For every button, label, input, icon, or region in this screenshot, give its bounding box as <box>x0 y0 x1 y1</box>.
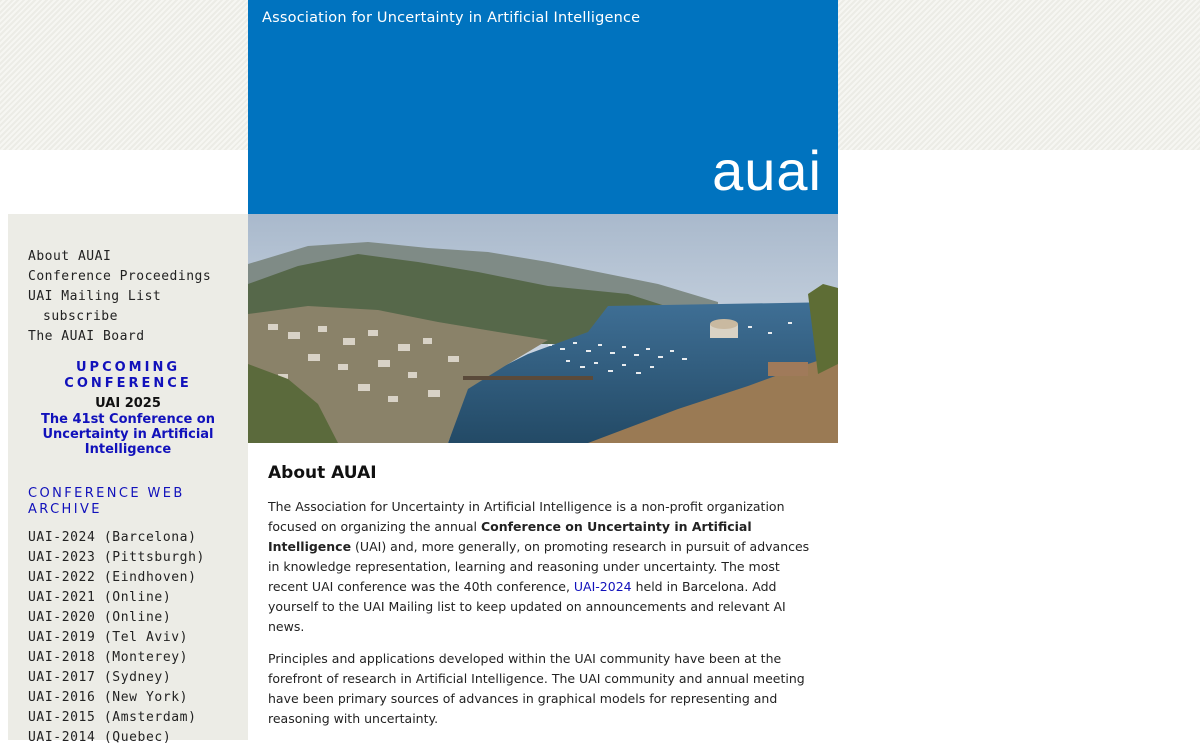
harbor-banner-image <box>248 214 838 443</box>
archive-link[interactable]: UAI-2018 (Monterey) <box>28 650 189 665</box>
auai-logo[interactable]: auai <box>712 139 822 202</box>
nav-about-auai[interactable]: About AUAI <box>28 249 112 264</box>
archive-heading: CONFERENCE WEB ARCHIVE <box>28 486 185 517</box>
archive-link[interactable]: UAI-2024 (Barcelona) <box>28 530 197 545</box>
nav-conference-proceedings[interactable]: Conference Proceedings <box>28 269 212 284</box>
page-title: About AUAI <box>268 463 377 483</box>
nav-subscribe[interactable]: subscribe <box>43 309 118 324</box>
archive-link[interactable]: UAI-2023 (Pittsburgh) <box>28 550 205 565</box>
about-paragraph-1: The Association for Uncertainty in Artificial Intelligence is a non-profit organization focused on organizing the annual Conference on Uncertainty in Artificial Intelligence (UAI) and, more generally, on promoting research in pursuit of advances in knowledge representation, learning and reasoning under uncertainty. The most recent UAI conference was the 40th conference, UAI-2024 held in Barcelona. Add yourself to the UAI Mailing list to keep updated on announcements and relevant AI news. <box>268 499 810 634</box>
archive-link[interactable]: UAI-2014 (Quebec) <box>28 730 172 745</box>
upcoming-year: UAI 2025 <box>95 396 161 411</box>
archive-link[interactable]: UAI-2020 (Online) <box>28 610 172 625</box>
upcoming-heading: UPCOMING CONFERENCE <box>64 360 192 391</box>
upcoming-conference <box>8 360 248 457</box>
conference-archive-list <box>28 528 205 748</box>
archive-link[interactable]: UAI-2022 (Eindhoven) <box>28 570 197 585</box>
main-content <box>268 463 820 741</box>
nav-mailing-list[interactable]: UAI Mailing List <box>28 289 162 304</box>
conference-name-bold: Conference on Uncertainty in Artificial Intelligence <box>268 519 752 554</box>
sidebar-nav <box>28 247 211 347</box>
archive-link[interactable]: UAI-2015 (Amsterdam) <box>28 710 197 725</box>
nav-auai-board[interactable]: The AUAI Board <box>28 329 145 344</box>
archive-link[interactable]: UAI-2017 (Sydney) <box>28 670 172 685</box>
archive-link[interactable]: UAI-2021 (Online) <box>28 590 172 605</box>
archive-link[interactable]: UAI-2016 (New York) <box>28 690 189 705</box>
uai-2024-link[interactable]: UAI-2024 <box>573 579 632 594</box>
org-name: Association for Uncertainty in Artificial Intelligence <box>262 10 641 26</box>
sidebar <box>8 214 248 745</box>
about-paragraph-2: Principles and applications developed within the UAI community have been at the forefront of research in Artificial Intelligence. The UAI community and annual meeting have been primary sources of advances in graphical models for representing and reasoning with uncertainty. <box>268 651 805 726</box>
archive-link[interactable]: UAI-2019 (Tel Aviv) <box>28 630 189 645</box>
site-header <box>248 0 838 214</box>
upcoming-conference-link[interactable]: The 41st Conference on Uncertainty in Artificial Intelligence <box>41 412 215 457</box>
